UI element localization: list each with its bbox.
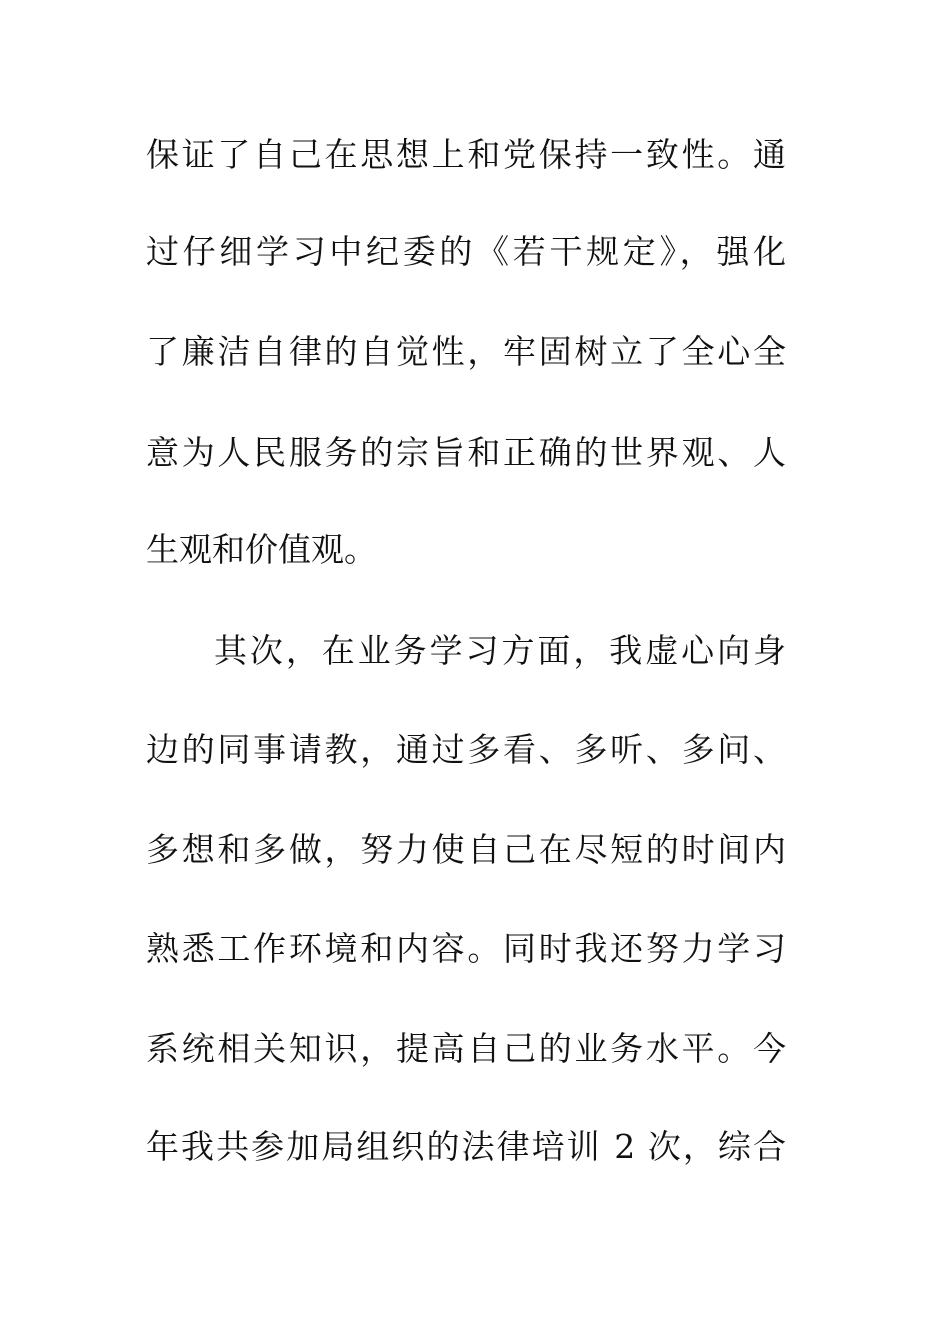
text-line: 了廉洁自律的自觉性，牢固树立了全心全 — [146, 332, 786, 371]
text-line: 保证了自己在思想上和党保持一致性。通 — [146, 135, 786, 174]
text-line: 年我共参加局组织的法律培训 2 次，综合 — [146, 1127, 786, 1166]
text-line: 多想和多做，努力使自己在尽短的时间内 — [146, 830, 786, 869]
text-line: 系统相关知识，提高自己的业务水平。今 — [146, 1029, 786, 1068]
text-line: 意为人民服务的宗旨和正确的世界观、人 — [146, 433, 786, 472]
text-line: 边的同事请教，通过多看、多听、多问、 — [146, 730, 786, 769]
text-line: 熟悉工作环境和内容。同时我还努力学习 — [146, 929, 786, 968]
text-line: 过仔细学习中纪委的《若干规定》，强化 — [146, 232, 786, 271]
text-line: 生观和价值观。 — [146, 530, 377, 569]
paragraph-first-line: 其次，在业务学习方面，我虚心向身 — [214, 631, 786, 670]
